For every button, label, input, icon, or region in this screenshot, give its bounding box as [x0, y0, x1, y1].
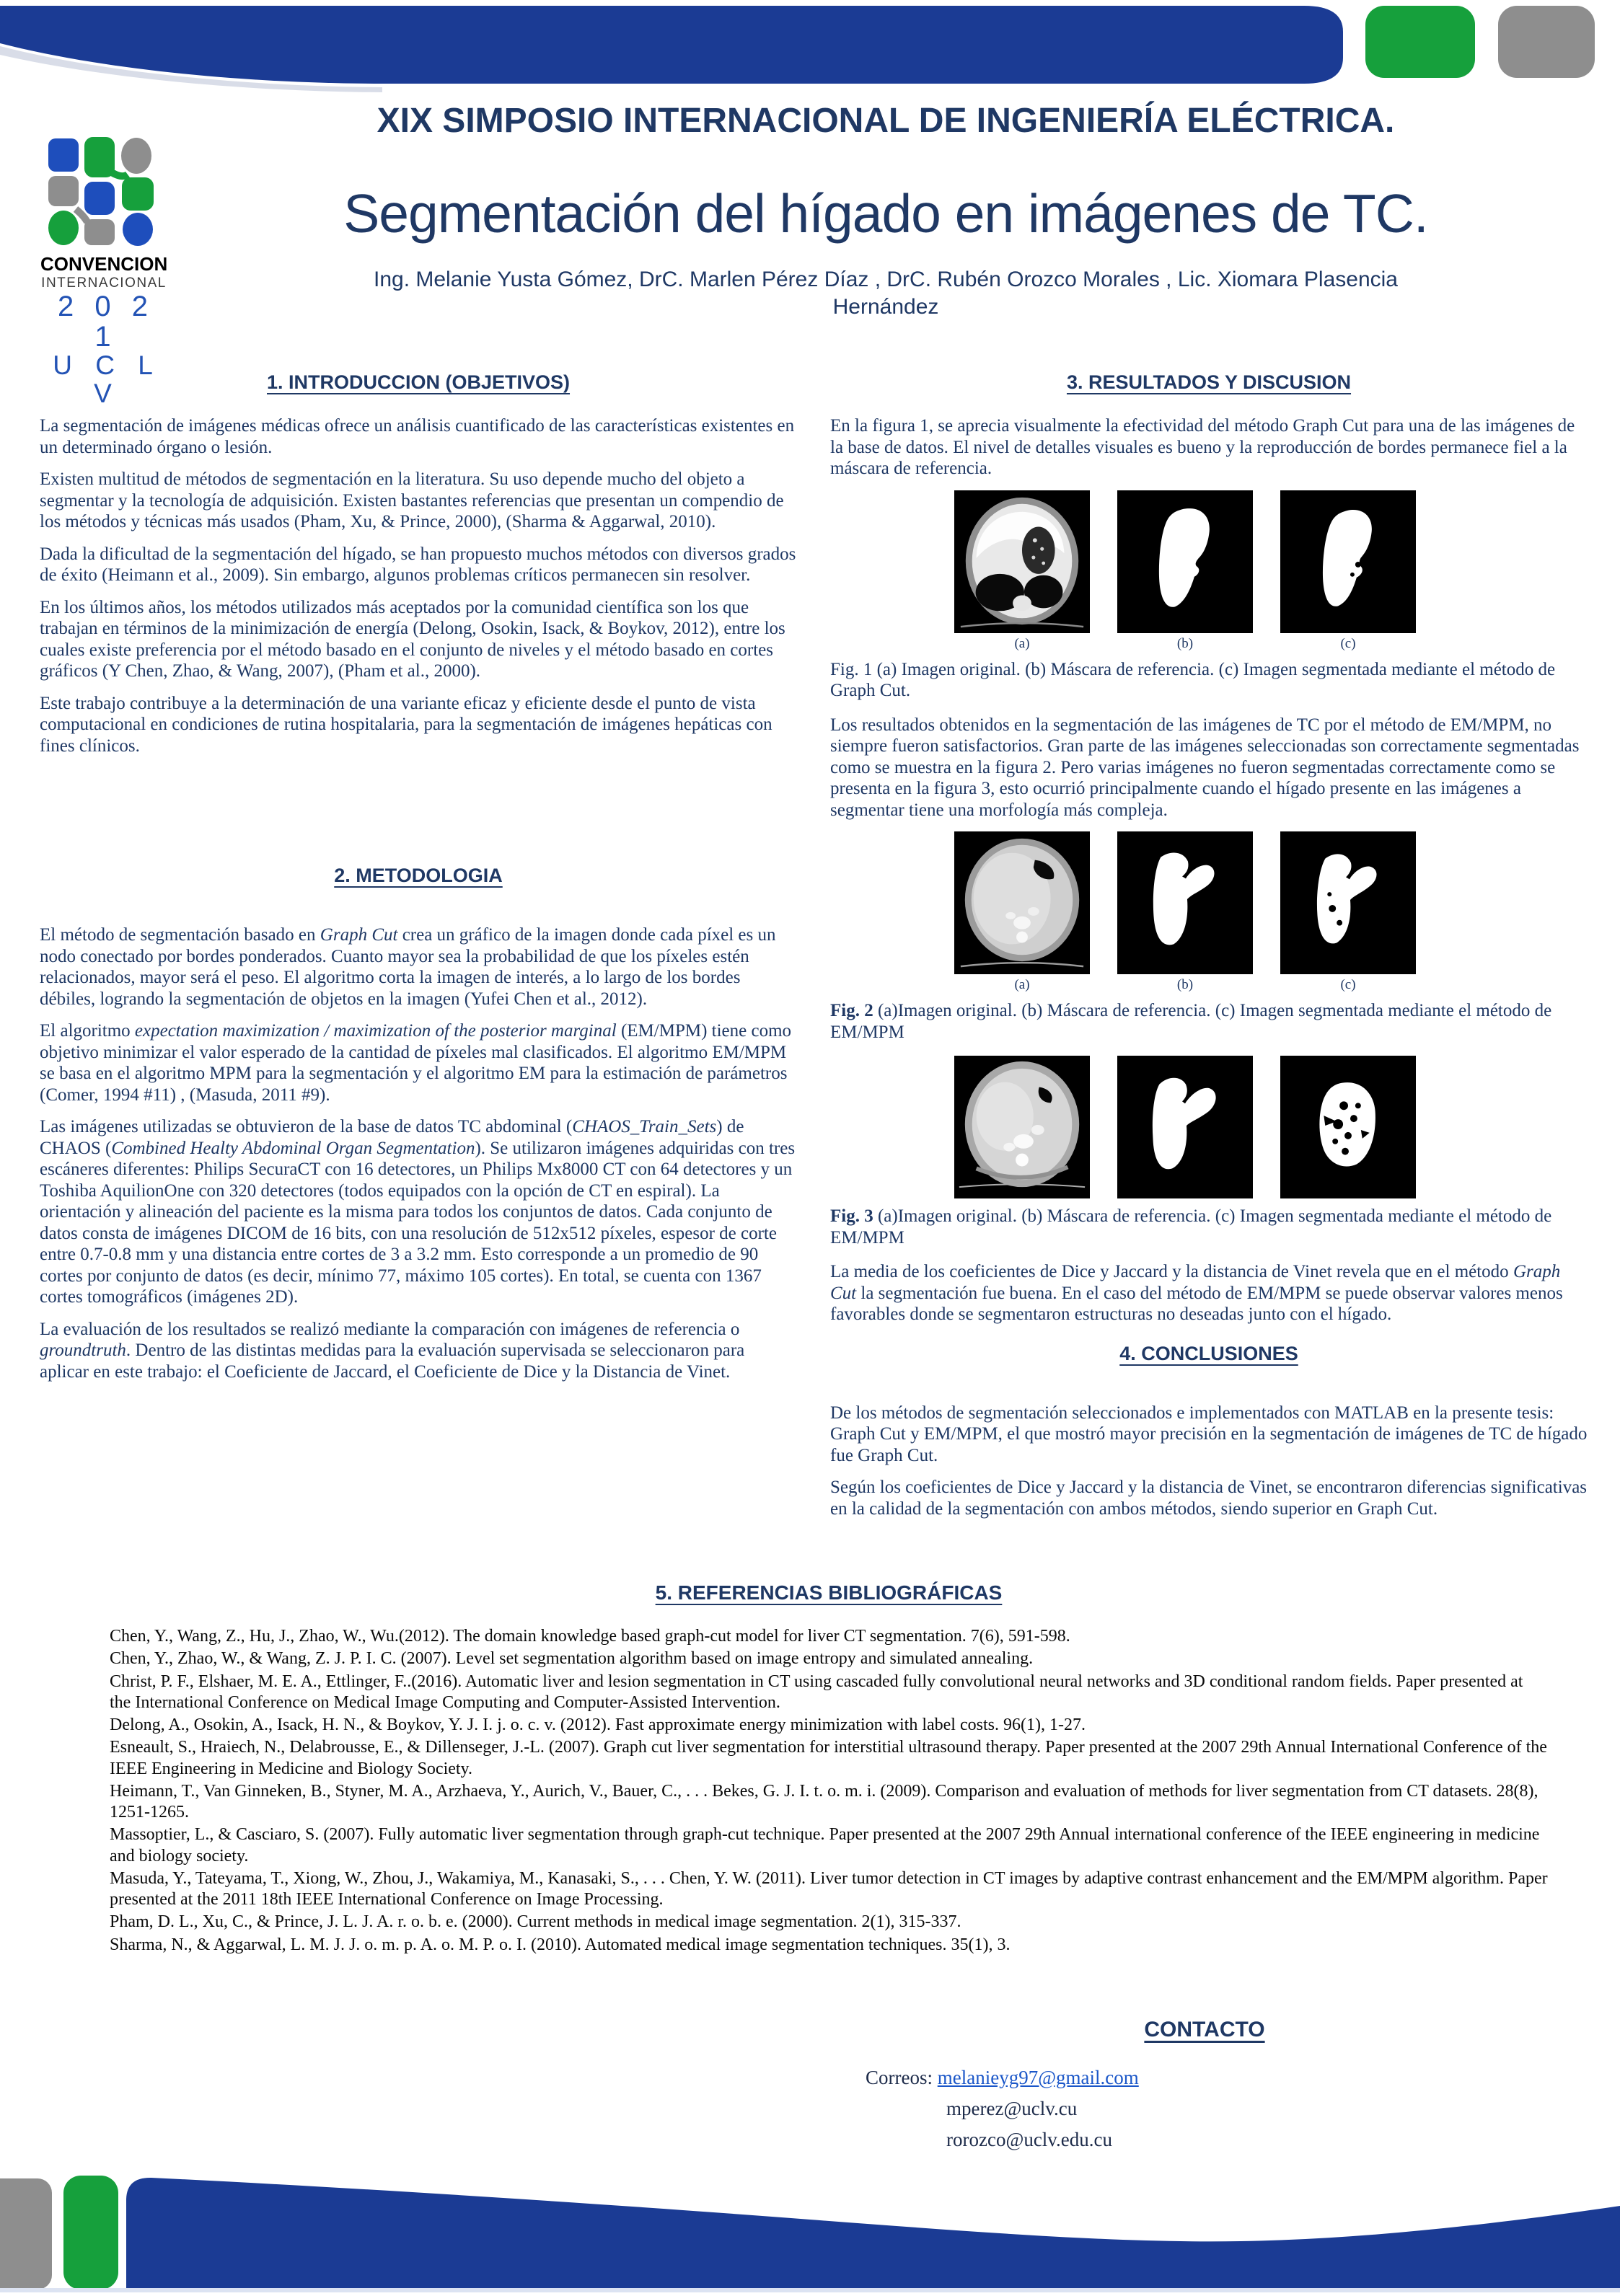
figure-3-image-mask: [1117, 1056, 1253, 1198]
figure-1-caption: Fig. 1 (a) Imagen original. (b) Máscara de referencia. (c) Imagen segmentada mediante el método de Graph Cut.: [830, 659, 1556, 700]
right-column: [830, 364, 1588, 1530]
intro-paragraph: La segmentación de imágenes médicas ofrece un análisis cuantificado de las características existentes en un determinado órgano o lesión.: [40, 416, 795, 457]
figure-3-image-original: [954, 1056, 1090, 1198]
metodologia-paragraph: El algoritmo expectation maximization / maximization of the posterior marginal (EM/MPM) tiene como objetivo minimizar el valor esperado de la cantidad de píxeles mal clasificados. El algoritmo EM/MPM se basa en el algoritmo MPM para la segmentación y el algoritmo EM para la estimación de parámetros (Comer, 1994 #11) , (Masuda, 2011 #9).: [40, 1021, 792, 1105]
logo-text-internacional: INTERNACIONAL: [41, 275, 167, 291]
figure-label-b: (b): [1176, 635, 1194, 651]
contact-email-line: rorozco@uclv.edu.cu: [946, 2129, 1113, 2150]
reference-item: Delong, A., Osokin, A., Isack, H. N., & Boykov, Y. J. I. j. o. c. v. (2012). Fast approximate energy minimization with label costs. 96(1), 1-27.: [110, 1716, 1086, 1735]
figure-3: [954, 1056, 1588, 1198]
reference-item: Esneault, S., Hraiech, N., Delabrousse, E., & Dillenseger, J.-L. (2007). Graph cut liver segmentation for interstitial ultrasound therapy. Paper presented at the 2007 29th Annual International Conference of the IEEE Engineering in Medicine and Biology Society.: [110, 1738, 1547, 1778]
metodologia-paragraph: La evaluación de los resultados se realizó mediante la comparación con imágenes de referencia o groundtruth. Dentro de las distintas medidas para la evaluación supervisada se seleccionaron para aplicar en este trabajo: el Coeficiente de Jaccard, el Coeficiente de Dice y la Distancia de Vinet.: [40, 1319, 745, 1382]
poster-header: [173, 101, 1598, 320]
section-heading-contacto: CONTACTO: [1144, 2018, 1265, 2041]
figure-1-image-mask: [1117, 490, 1253, 633]
figure-2-image-original: [954, 831, 1090, 974]
bottom-decoration-band: [0, 2148, 1620, 2296]
authors-line: Ing. Melanie Yusta Gómez, DrC. Marlen Pérez Díaz , DrC. Rubén Orozco Morales , Lic. Xiomara Plasencia Hernández: [373, 268, 1398, 319]
figure-2-image-segmented: [1280, 831, 1416, 974]
figure-1: [954, 490, 1588, 633]
figure-2: [954, 831, 1588, 974]
figure-label-a: (a): [1014, 977, 1030, 992]
poster-title: Segmentación del hígado en imágenes de TC.: [343, 183, 1428, 244]
reference-item: Masuda, Y., Tateyama, T., Xiong, W., Zhou, J., Wakamiya, M., Kanasaki, S., . . . Chen, Y. W. (2011). Liver tumor detection in CT images by adaptive contrast enhancement and the EM/MPM algorithm. Paper presented at the 2011 18th IEEE International Conference on Image Processing.: [110, 1868, 1548, 1909]
reference-item: Chen, Y., Wang, Z., Hu, J., Zhao, W., Wu.(2012). The domain knowledge based graph-cut model for liver CT segmentation. 7(6), 591-598.: [110, 1627, 1070, 1646]
resultados-paragraph: En la figura 1, se aprecia visualmente la efectividad del método Graph Cut para una de las imágenes de la base de datos. El nivel de detalles visuales es bueno y la reproducción de bordes permanece fiel a la máscara de referencia.: [830, 416, 1575, 478]
metodologia-paragraph: El método de segmentación basado en Graph Cut crea un gráfico de la imagen donde cada píxel es un nodo conectado por bordes ponderados. Cuanto mayor sea la probabilidad de que los píxeles estén relacionados, mayor será el peso. El algoritmo corta la imagen de interés, a lo largo de los bordes débiles, logrando la segmentación de objetos en la imagen (Yufei Chen et al., 2012).: [40, 925, 776, 1009]
figure-label-b: (b): [1176, 977, 1194, 992]
conclusiones-paragraph: De los métodos de segmentación seleccionados e implementados con MATLAB en la presente tesis: Graph Cut y EM/MPM, el que mostró mayor precisión en la segmentación de imágenes de TC de hígado fue Graph Cut.: [830, 1403, 1588, 1465]
figure-label-a: (a): [1014, 635, 1030, 651]
metodologia-paragraph: Las imágenes utilizadas se obtuvieron de la base de datos TC abdominal (CHAOS_Train_Sets) de CHAOS (Combined Healty Abdominal Organ Segmentation). Se utilizaron imágenes adquiridas con tres escáneres diferentes: Philips SecuraCT con 16 detectores, un Philips Mx8000 CT con 64 detectores y un Toshiba AquilionOne con 320 detectores (todos equipados con la opción de CT en espiral). La orientación y alineación del paciente es la misma para todos los conjuntos de datos. Cada conjunto de datos consta de imágenes DICOM de 16 bits, con una resolución de 512x512 píxeles, espesor de corte entre 0.7-0.8 mm y una distancia entre cortes de 3 a 3.2 mm. Esto corresponde a un promedio de 90 cortes por conjunto de datos (es decir, mínimo 77, máximo 105 cortes). En total, se cuenta con 1367 cortes tomográficos (imágenes 2D).: [40, 1117, 796, 1307]
reference-item: Chen, Y., Zhao, W., & Wang, Z. J. P. I. C. (2007). Level set segmentation algorithm based on image entropy and simulated annealing.: [110, 1649, 1034, 1669]
references-section: [110, 1581, 1548, 1957]
logo-text-2021: 2 0 2 1: [58, 291, 154, 353]
intro-paragraph: Este trabajo contribuye a la determinación de una variante eficaz y eficiente desde el punto de vista computacional en condiciones de rutina hospitalaria, para la segmentación de imágenes hepáticas con fines clínicos.: [40, 693, 772, 756]
top-decoration-band: [0, 0, 1620, 105]
symposium-title: XIX SIMPOSIO INTERNACIONAL DE INGENIERÍA ELÉCTRICA.: [377, 102, 1395, 140]
figure-1-labels: [954, 636, 1588, 652]
figure-1-image-original: [954, 490, 1090, 633]
intro-paragraph: Dada la dificultad de la segmentación del hígado, se han propuesto muchos métodos con diversos grados de éxito (Heimann et al., 2009). Sin embargo, algunos problemas críticos permanecen sin resolver.: [40, 544, 796, 585]
contact-email-line: [866, 2067, 1544, 2089]
reference-item: Massoptier, L., & Casciaro, S. (2007). Fully automatic liver segmentation through graph-cut technique. Paper presented at the 2007 29th Annual international conference of the IEEE engineering in medicine and biology society.: [110, 1825, 1540, 1866]
contact-email-line: mperez@uclv.cu: [946, 2098, 1078, 2119]
contact-section: [866, 2018, 1544, 2160]
convention-logo-icon: [47, 137, 161, 247]
logo-text-convencion: CONVENCION: [40, 253, 168, 275]
figure-1-image-segmented: [1280, 490, 1416, 633]
reference-item: Christ, P. F., Elshaer, M. E. A., Ettlinger, F..(2016). Automatic liver and lesion segmentation in CT using cascaded fully convolutional neural networks and 3D conditional random fields. Paper presented at the International Conference on Medical Image Computing and Computer-Assisted Intervention.: [110, 1672, 1523, 1712]
intro-paragraph: En los últimos años, los métodos utilizados más aceptados por la comunidad científica son los que trabajan en términos de la minimización de energía (Delong, Osokin, Isack, & Boykov, 2012), entre los cuales existe preferencia por el método basado en el conjunto de niveles y el método basado en cortes gráficos (Y Chen, Zhao, & Wang, 2007), (Pham et al., 2000).: [40, 597, 785, 681]
email-link-gmail[interactable]: melanieyg97@gmail.com: [937, 2067, 1139, 2088]
section-heading-conclusiones: 4. CONCLUSIONES: [1119, 1342, 1298, 1364]
contact-label: Correos:: [866, 2067, 933, 2088]
reference-item: Sharma, N., & Aggarwal, L. M. J. J. o. m. p. A. o. M. P. o. I. (2010). Automated medical image segmentation techniques. 35(1), 3.: [110, 1935, 1011, 1954]
conclusiones-paragraph: Según los coeficientes de Dice y Jaccard y la distancia de Vinet, se encontraron diferencias significativas en la calidad de la segmentación con ambos métodos, siendo superior en Graph Cut.: [830, 1478, 1588, 1519]
intro-paragraph: Existen multitud de métodos de segmentación en la literatura. Su uso depende mucho del objeto a segmentar y la tecnología de adquisición. Existen bastantes referencias que presentan un compendio de los métodos y técnicas más usados (Pham, Xu, & Prince, 2000), (Sharma & Aggarwal, 2010).: [40, 469, 784, 531]
left-column: [40, 364, 797, 1530]
top-band-graphic: [0, 0, 1620, 101]
figure-2-labels: [954, 977, 1588, 993]
resultados-paragraph: La media de los coeficientes de Dice y Jaccard y la distancia de Vinet revela que en el método Graph Cut la segmentación fue buena. En el caso del método de EM/MPM se puede observar valores menos favorables donde se segmentaron estructuras no deseadas junto con el hígado.: [830, 1262, 1563, 1324]
section-heading-resultados: 3. RESULTADOS Y DISCUSION: [1066, 371, 1352, 393]
figure-2-image-mask: [1117, 831, 1253, 974]
figure-3-caption: Fig. 3 (a)Imagen original. (b) Máscara de referencia. (c) Imagen segmentada mediante el método de EM/MPM: [830, 1206, 1552, 1248]
section-heading-metodologia: 2. METODOLOGIA: [334, 865, 503, 886]
section-heading-introduccion: 1. INTRODUCCION (OBJETIVOS): [266, 371, 571, 393]
logo-text-uclv: U C L V: [53, 350, 161, 408]
reference-item: Heimann, T., Van Ginneken, B., Styner, M. A., Arzhaeva, Y., Aurich, V., Bauer, C., . . . Bekes, G. J. I. t. o. m. i. (2009). Comparison and evaluation of methods for liver segmentation from CT datasets. 28(8), 1251-1265.: [110, 1781, 1538, 1822]
figure-label-c: (c): [1340, 635, 1356, 651]
content-columns: [40, 364, 1588, 1530]
figure-3-image-segmented: [1280, 1056, 1416, 1198]
section-heading-referencias: 5. REFERENCIAS BIBLIOGRÁFICAS: [655, 1581, 1003, 1604]
figure-2-caption: Fig. 2 (a)Imagen original. (b) Máscara de referencia. (c) Imagen segmentada mediante el método de EM/MPM: [830, 1001, 1552, 1042]
bottom-band-graphic: [0, 2148, 1620, 2292]
figure-label-c: (c): [1340, 977, 1356, 992]
resultados-paragraph: Los resultados obtenidos en la segmentación de las imágenes de TC por el método de EM/MPM, no siempre fueron satisfactorios. Gran parte de las imágenes seleccionadas son correctamente segmentadas como se muestra en la figura 2. Pero varias imágenes no fueron segmentadas correctamente como se presenta en la figura 3, esto ocurrió principalmente cuando el hígado presente en las imágenes a segmentar tiene una morfología más compleja.: [830, 715, 1580, 820]
reference-item: Pham, D. L., Xu, C., & Prince, J. L. J. A. r. o. b. e. (2000). Current methods in medical image segmentation. 2(1), 315-337.: [110, 1912, 961, 1932]
